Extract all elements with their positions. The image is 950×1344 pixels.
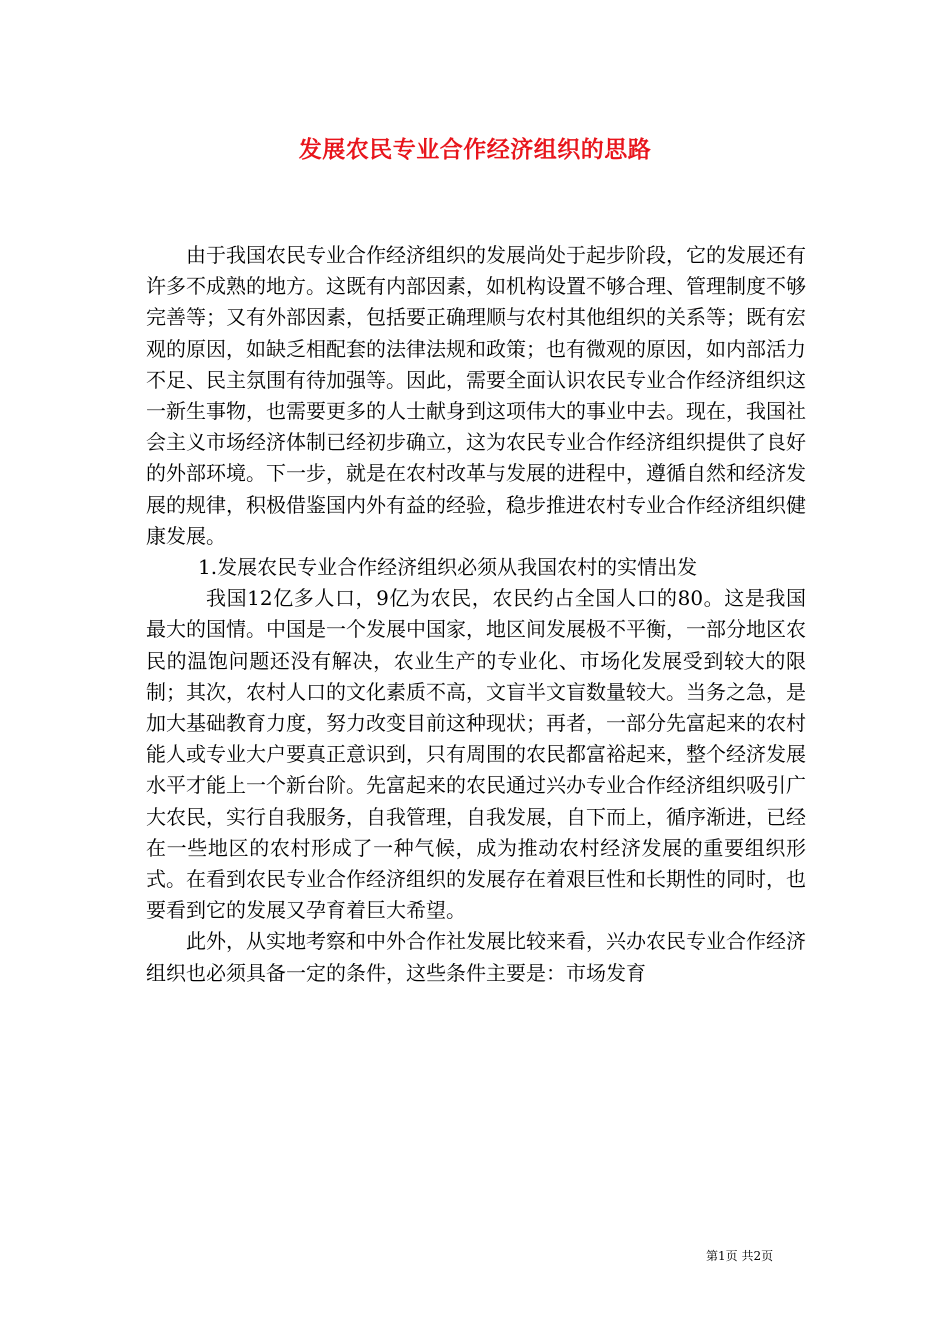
paragraph-conditions: 此外，从实地考察和中外合作社发展比较来看，兴办农民专业合作经济组织也必须具备一定的条件，这些条件主要是：市场发育 (146, 929, 806, 985)
document-title: 发展农民专业合作经济组织的思路 (298, 136, 652, 163)
paragraph-national-conditions: 我国12亿多人口，9亿为农民，农民约占全国人口的80。这是我国最大的国情。中国是一个发展中国家，地区间发展极不平衡，一部分地区农民的温饱问题还没有解决，农业生产的专业化、市场化发展受到较大的限制；其次，农村人口的文化素质不高，文盲半文盲数量较大。当务之急，是加大基础教育力度，努力改变目前这种现状；再者，一部分先富起来的农村能人或专业大户要真正意识到，只有周围的农民都富裕起来，整个经济发展水平才能上一个新台阶。先富起来的农民通过兴办专业合作经济组织吸引广大农民，实行自我服务，自我管理，自我发展，自下而上，循序渐进，已经在一些地区的农村形成了一种气候，成为推动农村经济发展的重要组织形式。在看到农民专业合作经济组织的发展存在着艰巨性和长期性的同时，也要看到它的发展又孕育着巨大希望。 (146, 586, 806, 923)
section-heading-1: 1.发展农民专业合作经济组织必须从我国农村的实情出发 (198, 555, 698, 580)
paragraph-intro: 由于我国农民专业合作经济组织的发展尚处于起步阶段，它的发展还有许多不成熟的地方。这既有内部因素，如机构设置不够合理、管理制度不够完善等；又有外部因素，包括要正确理顺与农村其他组织的关系等；既有宏观的原因，如缺乏相配套的法律法规和政策；也有微观的原因，如内部活力不足、民主氛围有待加强等。因此，需要全面认识农民专业合作经济组织这一新生事物，也需要更多的人士献身到这项伟大的事业中去。现在，我国社会主义市场经济体制已经初步确立，这为农民专业合作经济组织提供了良好的外部环境。下一步，就是在农村改革与发展的进程中，遵循自然和经济发展的规律，积极借鉴国内外有益的经验，稳步推进农村专业合作经济组织健康发展。 (146, 243, 806, 548)
page-indicator: 第1页 共2页 (706, 1249, 774, 1263)
document-body (146, 240, 806, 989)
